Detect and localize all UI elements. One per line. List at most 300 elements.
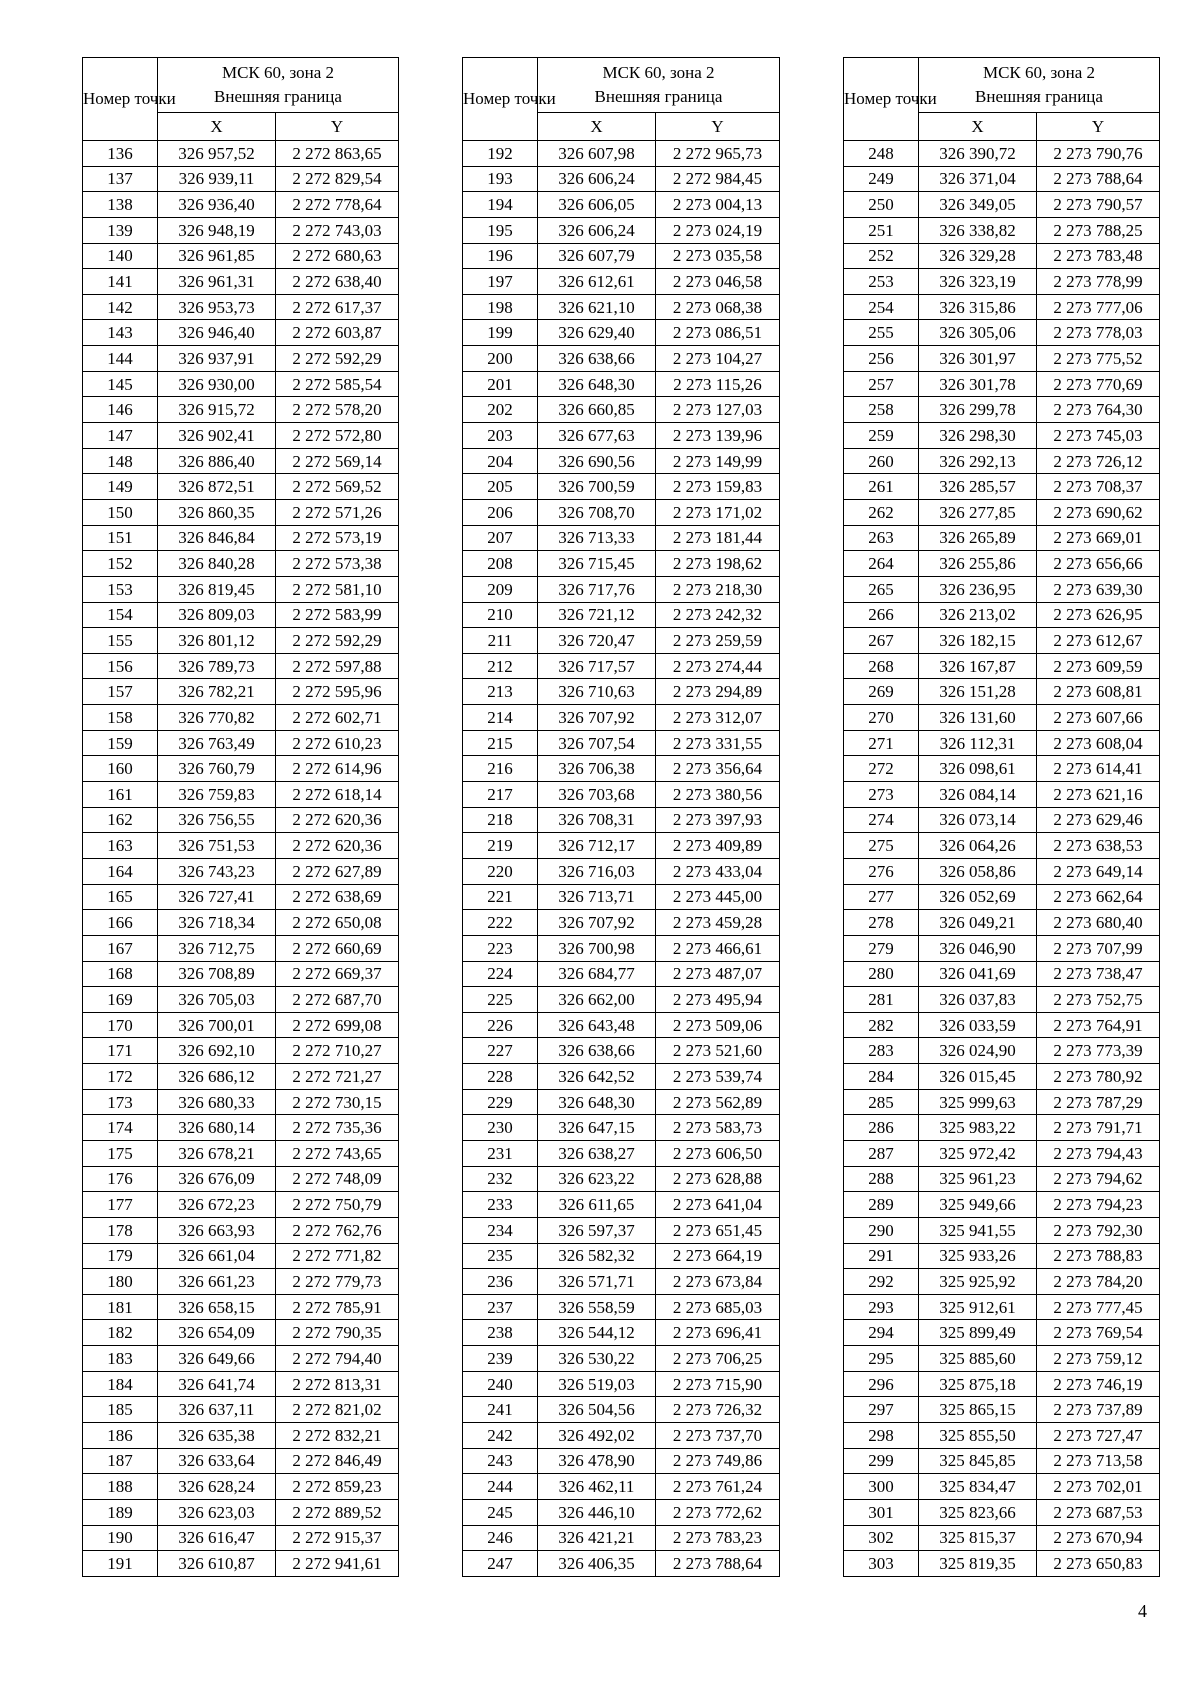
x-coordinate-cell: 326 607,98 xyxy=(538,141,656,167)
y-coordinate-cell: 2 273 769,54 xyxy=(1037,1320,1160,1346)
point-number-cell: 208 xyxy=(463,551,538,577)
y-coordinate-cell: 2 272 889,52 xyxy=(276,1499,399,1525)
point-number-cell: 183 xyxy=(83,1346,158,1372)
table-row xyxy=(463,192,780,218)
x-coordinate-cell: 326 582,32 xyxy=(538,1243,656,1269)
table-row xyxy=(83,807,399,833)
point-number-cell: 145 xyxy=(83,371,158,397)
y-coordinate-cell: 2 273 433,04 xyxy=(656,858,780,884)
table-row xyxy=(844,551,1160,577)
y-coordinate-cell: 2 272 779,73 xyxy=(276,1269,399,1295)
y-coordinate-cell: 2 273 509,06 xyxy=(656,1012,780,1038)
table-row xyxy=(463,1525,780,1551)
y-coordinate-cell: 2 273 159,83 xyxy=(656,474,780,500)
point-number-cell: 184 xyxy=(83,1371,158,1397)
point-number-cell: 179 xyxy=(83,1243,158,1269)
y-coordinate-cell: 2 273 685,03 xyxy=(656,1294,780,1320)
y-coordinate-cell: 2 272 778,64 xyxy=(276,192,399,218)
y-coordinate-cell: 2 273 562,89 xyxy=(656,1089,780,1115)
point-number-cell: 288 xyxy=(844,1166,919,1192)
y-coordinate-cell: 2 273 608,04 xyxy=(1037,730,1160,756)
y-coordinate-cell: 2 273 773,39 xyxy=(1037,1038,1160,1064)
x-coordinate-cell: 326 708,70 xyxy=(538,499,656,525)
x-coordinate-cell: 326 661,04 xyxy=(158,1243,276,1269)
table-row xyxy=(83,1551,399,1577)
y-coordinate-cell: 2 273 794,62 xyxy=(1037,1166,1160,1192)
x-coordinate-cell: 326 707,92 xyxy=(538,910,656,936)
table-row xyxy=(463,653,780,679)
point-number-cell: 166 xyxy=(83,910,158,936)
x-coordinate-cell: 326 763,49 xyxy=(158,730,276,756)
y-coordinate-cell: 2 273 706,25 xyxy=(656,1346,780,1372)
point-number-cell: 207 xyxy=(463,525,538,551)
point-number-cell: 231 xyxy=(463,1140,538,1166)
y-coordinate-cell: 2 273 466,61 xyxy=(656,935,780,961)
y-coordinate-cell: 2 272 569,52 xyxy=(276,474,399,500)
header-system-label: МСК 60, зона 2 xyxy=(602,63,715,83)
point-number-cell: 234 xyxy=(463,1217,538,1243)
x-coordinate-cell: 326 616,47 xyxy=(158,1525,276,1551)
x-coordinate-cell: 326 462,11 xyxy=(538,1474,656,1500)
table-row xyxy=(844,1217,1160,1243)
table-row xyxy=(844,1089,1160,1115)
point-number-cell: 154 xyxy=(83,602,158,628)
table-row xyxy=(83,910,399,936)
y-coordinate-cell: 2 273 445,00 xyxy=(656,884,780,910)
x-coordinate-cell: 326 672,23 xyxy=(158,1192,276,1218)
point-number-cell: 164 xyxy=(83,858,158,884)
x-coordinate-cell: 326 265,89 xyxy=(919,525,1037,551)
table-row xyxy=(844,166,1160,192)
table-row xyxy=(844,1346,1160,1372)
y-coordinate-cell: 2 273 609,59 xyxy=(1037,653,1160,679)
x-coordinate-cell: 326 648,30 xyxy=(538,1089,656,1115)
point-number-cell: 217 xyxy=(463,782,538,808)
y-coordinate-cell: 2 273 764,30 xyxy=(1037,397,1160,423)
x-coordinate-cell: 326 597,37 xyxy=(538,1217,656,1243)
table-row xyxy=(83,935,399,961)
coordinate-table-1 xyxy=(82,57,399,1577)
point-number-cell: 278 xyxy=(844,910,919,936)
x-coordinate-cell: 326 315,86 xyxy=(919,294,1037,320)
point-number-cell: 221 xyxy=(463,884,538,910)
y-coordinate-cell: 2 272 569,14 xyxy=(276,448,399,474)
table-row xyxy=(83,320,399,346)
table-row xyxy=(463,1192,780,1218)
table-row xyxy=(83,679,399,705)
point-number-cell: 295 xyxy=(844,1346,919,1372)
header-x: X xyxy=(158,112,276,140)
header-point-number: Номер точки xyxy=(83,58,158,141)
table-row xyxy=(83,782,399,808)
point-number-cell: 279 xyxy=(844,935,919,961)
point-number-cell: 300 xyxy=(844,1474,919,1500)
table-row xyxy=(844,525,1160,551)
point-number-cell: 283 xyxy=(844,1038,919,1064)
point-number-cell: 174 xyxy=(83,1115,158,1141)
x-coordinate-cell: 326 606,24 xyxy=(538,166,656,192)
x-coordinate-cell: 326 285,57 xyxy=(919,474,1037,500)
table-row xyxy=(83,1294,399,1320)
table-row xyxy=(844,1243,1160,1269)
y-coordinate-cell: 2 273 614,41 xyxy=(1037,756,1160,782)
y-coordinate-cell: 2 273 749,86 xyxy=(656,1448,780,1474)
point-number-cell: 159 xyxy=(83,730,158,756)
point-number-cell: 260 xyxy=(844,448,919,474)
y-coordinate-cell: 2 273 606,50 xyxy=(656,1140,780,1166)
y-coordinate-cell: 2 273 778,99 xyxy=(1037,269,1160,295)
y-coordinate-cell: 2 272 743,65 xyxy=(276,1140,399,1166)
table-row xyxy=(463,730,780,756)
x-coordinate-cell: 326 660,85 xyxy=(538,397,656,423)
point-number-cell: 148 xyxy=(83,448,158,474)
y-coordinate-cell: 2 273 356,64 xyxy=(656,756,780,782)
x-coordinate-cell: 326 690,56 xyxy=(538,448,656,474)
y-coordinate-cell: 2 273 687,53 xyxy=(1037,1499,1160,1525)
point-number-cell: 152 xyxy=(83,551,158,577)
header-coordinate-system xyxy=(919,58,1160,113)
y-coordinate-cell: 2 273 788,64 xyxy=(1037,166,1160,192)
table-row xyxy=(844,1448,1160,1474)
x-coordinate-cell: 326 558,59 xyxy=(538,1294,656,1320)
x-coordinate-cell: 326 052,69 xyxy=(919,884,1037,910)
table-row xyxy=(83,576,399,602)
point-number-cell: 236 xyxy=(463,1269,538,1295)
point-number-cell: 235 xyxy=(463,1243,538,1269)
y-coordinate-cell: 2 273 737,70 xyxy=(656,1423,780,1449)
table-row xyxy=(83,1397,399,1423)
y-coordinate-cell: 2 273 670,94 xyxy=(1037,1525,1160,1551)
x-coordinate-cell: 325 949,66 xyxy=(919,1192,1037,1218)
point-number-cell: 299 xyxy=(844,1448,919,1474)
y-coordinate-cell: 2 272 573,38 xyxy=(276,551,399,577)
point-number-cell: 243 xyxy=(463,1448,538,1474)
table-row xyxy=(844,1525,1160,1551)
x-coordinate-cell: 325 875,18 xyxy=(919,1371,1037,1397)
x-coordinate-cell: 326 658,15 xyxy=(158,1294,276,1320)
x-coordinate-cell: 326 801,12 xyxy=(158,628,276,654)
x-coordinate-cell: 326 676,09 xyxy=(158,1166,276,1192)
table-row xyxy=(463,884,780,910)
x-coordinate-cell: 326 649,66 xyxy=(158,1346,276,1372)
y-coordinate-cell: 2 272 965,73 xyxy=(656,141,780,167)
y-coordinate-cell: 2 273 495,94 xyxy=(656,987,780,1013)
point-number-cell: 298 xyxy=(844,1423,919,1449)
y-coordinate-cell: 2 272 790,35 xyxy=(276,1320,399,1346)
x-coordinate-cell: 326 621,10 xyxy=(538,294,656,320)
point-number-cell: 155 xyxy=(83,628,158,654)
table-row xyxy=(463,1064,780,1090)
x-coordinate-cell: 326 112,31 xyxy=(919,730,1037,756)
y-coordinate-cell: 2 273 673,84 xyxy=(656,1269,780,1295)
x-coordinate-cell: 326 064,26 xyxy=(919,833,1037,859)
x-coordinate-cell: 326 706,38 xyxy=(538,756,656,782)
y-coordinate-cell: 2 273 780,92 xyxy=(1037,1064,1160,1090)
y-coordinate-cell: 2 273 713,58 xyxy=(1037,1448,1160,1474)
y-coordinate-cell: 2 273 086,51 xyxy=(656,320,780,346)
table-row xyxy=(844,1294,1160,1320)
point-number-cell: 277 xyxy=(844,884,919,910)
point-number-cell: 268 xyxy=(844,653,919,679)
y-coordinate-cell: 2 273 397,93 xyxy=(656,807,780,833)
x-coordinate-cell: 326 662,00 xyxy=(538,987,656,1013)
y-coordinate-cell: 2 273 139,96 xyxy=(656,423,780,449)
y-coordinate-cell: 2 273 777,06 xyxy=(1037,294,1160,320)
point-number-cell: 213 xyxy=(463,679,538,705)
x-coordinate-cell: 326 756,55 xyxy=(158,807,276,833)
point-number-cell: 218 xyxy=(463,807,538,833)
point-number-cell: 209 xyxy=(463,576,538,602)
table-row xyxy=(463,1038,780,1064)
table-row xyxy=(844,269,1160,295)
y-coordinate-cell: 2 272 832,21 xyxy=(276,1423,399,1449)
x-coordinate-cell: 326 301,78 xyxy=(919,371,1037,397)
y-coordinate-cell: 2 272 571,26 xyxy=(276,499,399,525)
table-row xyxy=(844,653,1160,679)
point-number-cell: 151 xyxy=(83,525,158,551)
header-boundary-label: Внешняя граница xyxy=(594,86,723,106)
x-coordinate-cell: 326 571,71 xyxy=(538,1269,656,1295)
y-coordinate-cell: 2 273 726,32 xyxy=(656,1397,780,1423)
point-number-cell: 302 xyxy=(844,1525,919,1551)
x-coordinate-cell: 326 809,03 xyxy=(158,602,276,628)
table-row xyxy=(83,474,399,500)
table-row xyxy=(844,833,1160,859)
y-coordinate-cell: 2 273 024,19 xyxy=(656,217,780,243)
y-coordinate-cell: 2 273 242,32 xyxy=(656,602,780,628)
x-coordinate-cell: 326 936,40 xyxy=(158,192,276,218)
table-row xyxy=(83,858,399,884)
table-row xyxy=(463,1499,780,1525)
table-row xyxy=(83,1064,399,1090)
table-row xyxy=(83,269,399,295)
table-row xyxy=(463,243,780,269)
y-coordinate-cell: 2 273 626,95 xyxy=(1037,602,1160,628)
table-row xyxy=(83,1243,399,1269)
table-row xyxy=(844,243,1160,269)
x-coordinate-cell: 326 236,95 xyxy=(919,576,1037,602)
x-coordinate-cell: 325 855,50 xyxy=(919,1423,1037,1449)
point-number-cell: 287 xyxy=(844,1140,919,1166)
x-coordinate-cell: 326 182,15 xyxy=(919,628,1037,654)
y-coordinate-cell: 2 272 602,71 xyxy=(276,705,399,731)
point-number-cell: 168 xyxy=(83,961,158,987)
y-coordinate-cell: 2 272 669,37 xyxy=(276,961,399,987)
x-coordinate-cell: 326 961,85 xyxy=(158,243,276,269)
point-number-cell: 240 xyxy=(463,1371,538,1397)
table-row xyxy=(463,705,780,731)
table-row xyxy=(463,1089,780,1115)
y-coordinate-cell: 2 273 775,52 xyxy=(1037,346,1160,372)
y-coordinate-cell: 2 273 662,64 xyxy=(1037,884,1160,910)
x-coordinate-cell: 326 712,17 xyxy=(538,833,656,859)
point-number-cell: 280 xyxy=(844,961,919,987)
table-row xyxy=(844,987,1160,1013)
x-coordinate-cell: 325 865,15 xyxy=(919,1397,1037,1423)
x-coordinate-cell: 325 834,47 xyxy=(919,1474,1037,1500)
header-point-number: Номер точки xyxy=(463,58,538,141)
x-coordinate-cell: 326 716,03 xyxy=(538,858,656,884)
table-row xyxy=(463,1217,780,1243)
table-row xyxy=(83,833,399,859)
table-row xyxy=(844,576,1160,602)
point-number-cell: 284 xyxy=(844,1064,919,1090)
table-row xyxy=(844,1192,1160,1218)
point-number-cell: 263 xyxy=(844,525,919,551)
x-coordinate-cell: 326 638,66 xyxy=(538,346,656,372)
x-coordinate-cell: 326 151,28 xyxy=(919,679,1037,705)
point-number-cell: 244 xyxy=(463,1474,538,1500)
table-row xyxy=(463,1371,780,1397)
table-row xyxy=(83,166,399,192)
y-coordinate-cell: 2 272 603,87 xyxy=(276,320,399,346)
x-coordinate-cell: 326 930,00 xyxy=(158,371,276,397)
x-coordinate-cell: 326 707,92 xyxy=(538,705,656,731)
y-coordinate-cell: 2 273 115,26 xyxy=(656,371,780,397)
point-number-cell: 136 xyxy=(83,141,158,167)
y-coordinate-cell: 2 273 628,88 xyxy=(656,1166,780,1192)
y-coordinate-cell: 2 273 198,62 xyxy=(656,551,780,577)
x-coordinate-cell: 326 846,84 xyxy=(158,525,276,551)
point-number-cell: 162 xyxy=(83,807,158,833)
y-coordinate-cell: 2 273 726,12 xyxy=(1037,448,1160,474)
point-number-cell: 210 xyxy=(463,602,538,628)
point-number-cell: 175 xyxy=(83,1140,158,1166)
point-number-cell: 186 xyxy=(83,1423,158,1449)
y-coordinate-cell: 2 273 778,03 xyxy=(1037,320,1160,346)
x-coordinate-cell: 326 530,22 xyxy=(538,1346,656,1372)
y-coordinate-cell: 2 272 638,69 xyxy=(276,884,399,910)
table-row xyxy=(844,1064,1160,1090)
x-coordinate-cell: 326 301,97 xyxy=(919,346,1037,372)
x-coordinate-cell: 326 492,02 xyxy=(538,1423,656,1449)
x-coordinate-cell: 326 641,74 xyxy=(158,1371,276,1397)
x-coordinate-cell: 326 961,31 xyxy=(158,269,276,295)
point-number-cell: 257 xyxy=(844,371,919,397)
x-coordinate-cell: 326 751,53 xyxy=(158,833,276,859)
x-coordinate-cell: 326 886,40 xyxy=(158,448,276,474)
table-row xyxy=(844,884,1160,910)
x-coordinate-cell: 326 213,02 xyxy=(919,602,1037,628)
table-row xyxy=(463,987,780,1013)
y-coordinate-cell: 2 273 790,57 xyxy=(1037,192,1160,218)
point-number-cell: 204 xyxy=(463,448,538,474)
point-number-cell: 219 xyxy=(463,833,538,859)
x-coordinate-cell: 325 999,63 xyxy=(919,1089,1037,1115)
table-row xyxy=(83,141,399,167)
point-number-cell: 181 xyxy=(83,1294,158,1320)
y-coordinate-cell: 2 273 127,03 xyxy=(656,397,780,423)
table-row xyxy=(844,346,1160,372)
y-coordinate-cell: 2 273 068,38 xyxy=(656,294,780,320)
table-row xyxy=(83,1192,399,1218)
x-coordinate-cell: 326 840,28 xyxy=(158,551,276,577)
header-point-number: Номер точки xyxy=(844,58,919,141)
table-row xyxy=(83,243,399,269)
table-row xyxy=(463,1423,780,1449)
x-coordinate-cell: 326 708,31 xyxy=(538,807,656,833)
y-coordinate-cell: 2 272 583,99 xyxy=(276,602,399,628)
table-row xyxy=(83,1140,399,1166)
table-row xyxy=(463,1166,780,1192)
point-number-cell: 256 xyxy=(844,346,919,372)
point-number-cell: 197 xyxy=(463,269,538,295)
table-row xyxy=(844,1499,1160,1525)
x-coordinate-cell: 326 770,82 xyxy=(158,705,276,731)
x-coordinate-cell: 326 680,33 xyxy=(158,1089,276,1115)
table-row xyxy=(844,423,1160,449)
y-coordinate-cell: 2 273 790,76 xyxy=(1037,141,1160,167)
y-coordinate-cell: 2 272 620,36 xyxy=(276,807,399,833)
table-row xyxy=(463,1243,780,1269)
point-number-cell: 165 xyxy=(83,884,158,910)
y-coordinate-cell: 2 273 696,41 xyxy=(656,1320,780,1346)
table-row xyxy=(83,551,399,577)
x-coordinate-cell: 326 058,86 xyxy=(919,858,1037,884)
x-coordinate-cell: 326 654,09 xyxy=(158,1320,276,1346)
point-number-cell: 229 xyxy=(463,1089,538,1115)
table-row xyxy=(463,602,780,628)
x-coordinate-cell: 326 046,90 xyxy=(919,935,1037,961)
y-coordinate-cell: 2 272 638,40 xyxy=(276,269,399,295)
table-row xyxy=(844,192,1160,218)
table-row xyxy=(83,1320,399,1346)
y-coordinate-cell: 2 272 863,65 xyxy=(276,141,399,167)
y-coordinate-cell: 2 272 859,23 xyxy=(276,1474,399,1500)
y-coordinate-cell: 2 273 294,89 xyxy=(656,679,780,705)
y-coordinate-cell: 2 273 772,62 xyxy=(656,1499,780,1525)
table-row xyxy=(83,499,399,525)
y-coordinate-cell: 2 273 761,24 xyxy=(656,1474,780,1500)
y-coordinate-cell: 2 272 699,08 xyxy=(276,1012,399,1038)
y-coordinate-cell: 2 272 721,27 xyxy=(276,1064,399,1090)
table-row xyxy=(83,448,399,474)
point-number-cell: 158 xyxy=(83,705,158,731)
table-row xyxy=(844,371,1160,397)
point-number-cell: 237 xyxy=(463,1294,538,1320)
point-number-cell: 232 xyxy=(463,1166,538,1192)
x-coordinate-cell: 326 255,86 xyxy=(919,551,1037,577)
y-coordinate-cell: 2 273 004,13 xyxy=(656,192,780,218)
header-coordinate-system xyxy=(158,58,399,113)
point-number-cell: 178 xyxy=(83,1217,158,1243)
table-row xyxy=(83,1038,399,1064)
table-row xyxy=(83,423,399,449)
point-number-cell: 198 xyxy=(463,294,538,320)
point-number-cell: 251 xyxy=(844,217,919,243)
point-number-cell: 182 xyxy=(83,1320,158,1346)
y-coordinate-cell: 2 273 650,83 xyxy=(1037,1551,1160,1577)
y-coordinate-cell: 2 273 035,58 xyxy=(656,243,780,269)
x-coordinate-cell: 326 684,77 xyxy=(538,961,656,987)
table-row xyxy=(83,1499,399,1525)
x-coordinate-cell: 326 759,83 xyxy=(158,782,276,808)
table-row xyxy=(463,1346,780,1372)
x-coordinate-cell: 326 612,61 xyxy=(538,269,656,295)
point-number-cell: 201 xyxy=(463,371,538,397)
table-row xyxy=(463,858,780,884)
point-number-cell: 189 xyxy=(83,1499,158,1525)
table-row xyxy=(844,1474,1160,1500)
table-row xyxy=(83,628,399,654)
y-coordinate-cell: 2 272 735,36 xyxy=(276,1115,399,1141)
y-coordinate-cell: 2 273 783,48 xyxy=(1037,243,1160,269)
y-coordinate-cell: 2 273 651,45 xyxy=(656,1217,780,1243)
table-row xyxy=(83,217,399,243)
y-coordinate-cell: 2 272 660,69 xyxy=(276,935,399,961)
point-number-cell: 281 xyxy=(844,987,919,1013)
table-row xyxy=(463,576,780,602)
